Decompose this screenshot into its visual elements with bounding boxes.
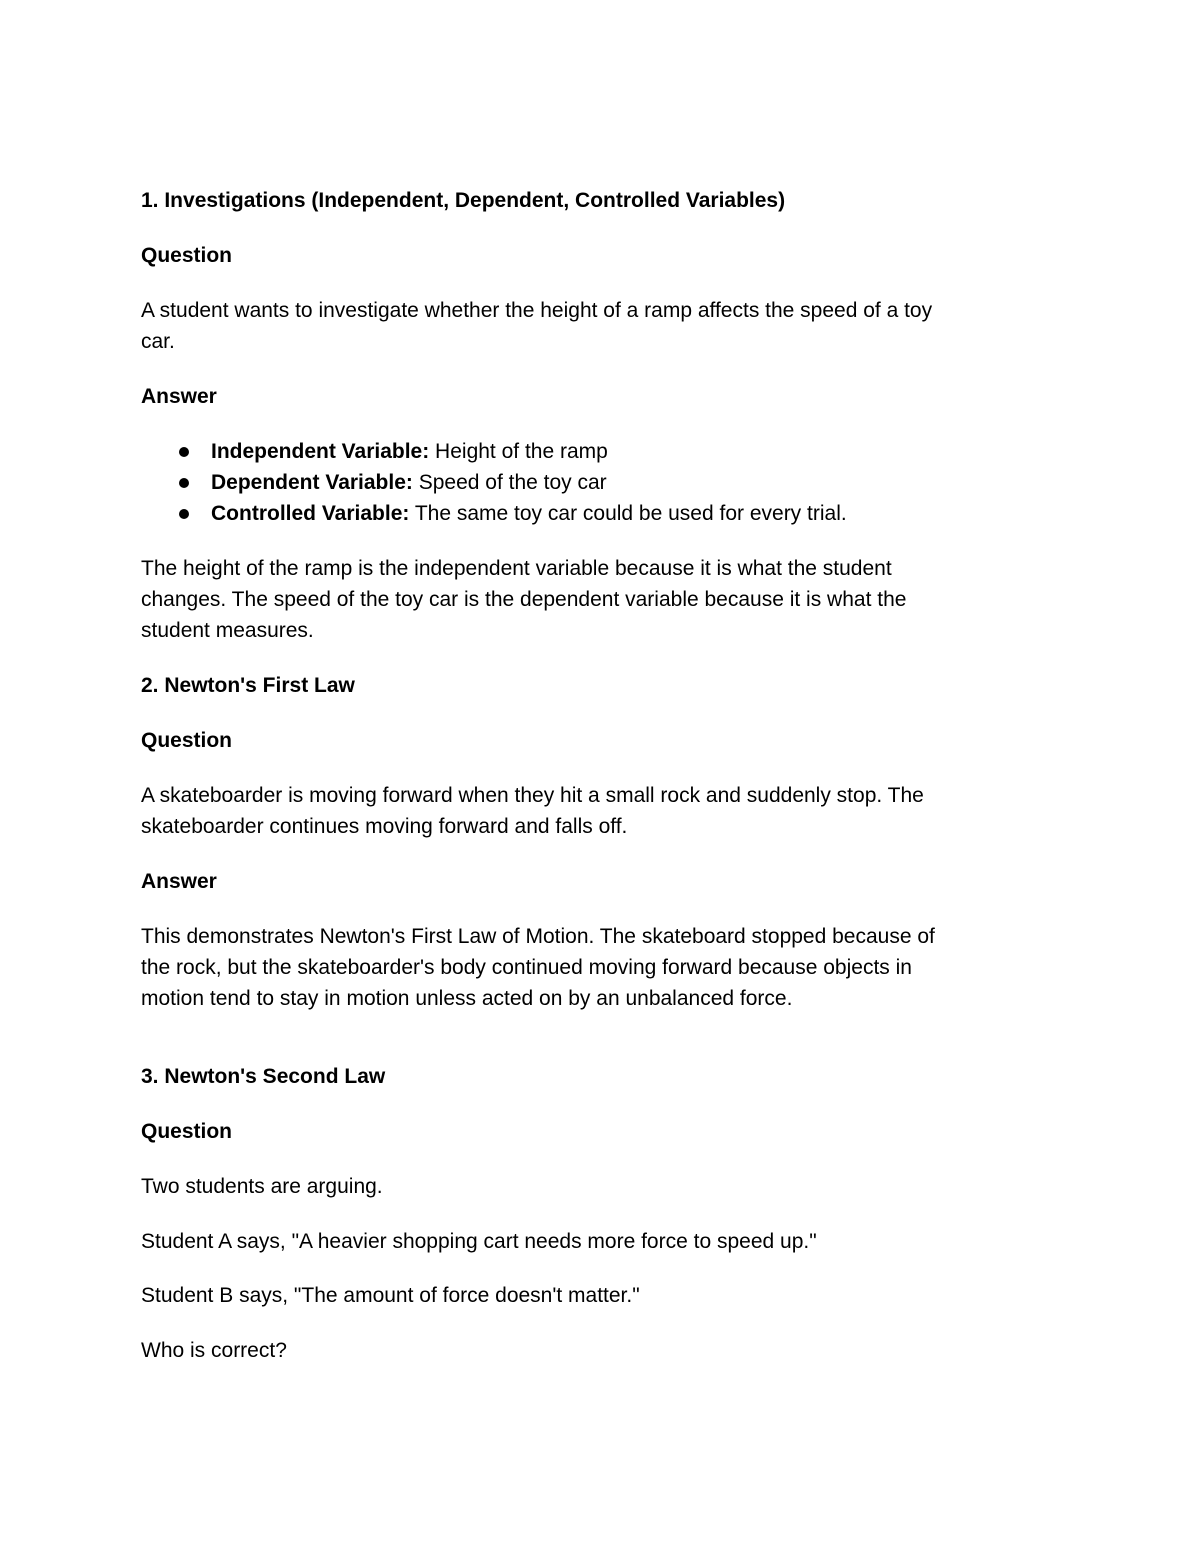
section-2-answer-text	[141, 921, 1051, 1014]
section-3-heading: 3. Newton's Second Law	[141, 1065, 386, 1088]
section-1-answer-label: Answer	[141, 385, 217, 408]
section-1-answer-text	[141, 553, 1051, 646]
section-3-question-paragraph-3: Student B says, "The amount of force doesn't matter."	[141, 1284, 640, 1307]
document-content	[141, 185, 1051, 1366]
section-3-question-label: Question	[141, 1120, 233, 1143]
section-2-question-text	[141, 780, 1051, 842]
section-3-question-paragraph-4: Who is correct?	[141, 1339, 287, 1362]
section-1-question-label: Question	[141, 244, 233, 267]
section-1-question-text	[141, 295, 1051, 357]
section-2-question-line-1: A skateboarder is moving forward when they hit a small rock and suddenly stop. The	[141, 784, 924, 807]
section-1-answer-line-3: student measures.	[141, 619, 314, 642]
section-2-question-label: Question	[141, 729, 233, 752]
section-2-answer-label: Answer	[141, 870, 217, 893]
section-2-heading: 2. Newton's First Law	[141, 674, 355, 697]
bullet-term: Dependent Variable:	[211, 471, 413, 494]
section-1-answer-line-1: The height of the ramp is the independent variable because it is what the student	[141, 557, 892, 580]
section-2-answer-line-1: This demonstrates Newton's First Law of Motion. The skateboard stopped because of	[141, 925, 935, 948]
bullet-text: The same toy car could be used for every trial.	[409, 502, 847, 525]
section-2-question-line-2: skateboarder continues moving forward and falls off.	[141, 815, 628, 838]
bullet-term: Controlled Variable:	[211, 502, 410, 525]
bullet-item-dependent	[211, 467, 1051, 498]
bullet-dot-icon	[179, 509, 189, 519]
bullet-item-controlled	[211, 498, 1051, 529]
section-2-answer-line-2: the rock, but the skateboarder's body continued moving forward because objects in	[141, 956, 912, 979]
section-1-heading: 1. Investigations (Independent, Dependent, Controlled Variables)	[141, 189, 786, 212]
bullet-item-independent	[211, 436, 1051, 467]
section-3-question-paragraph-2: Student A says, "A heavier shopping cart needs more force to speed up."	[141, 1230, 817, 1253]
bullet-dot-icon	[179, 478, 189, 488]
section-1-question-line-2: car.	[141, 330, 175, 353]
section-1-question-line-1: A student wants to investigate whether the height of a ramp affects the speed of a toy	[141, 299, 933, 322]
section-3-question-paragraph-1: Two students are arguing.	[141, 1175, 383, 1198]
section-1-answer-line-2: changes. The speed of the toy car is the dependent variable because it is what the	[141, 588, 907, 611]
bullet-term: Independent Variable:	[211, 440, 430, 463]
section-2-answer-line-3: motion tend to stay in motion unless acted on by an unbalanced force.	[141, 987, 793, 1010]
bullet-text: Speed of the toy car	[412, 471, 607, 494]
section-1-answer-bullets	[141, 436, 1051, 529]
bullet-dot-icon	[179, 447, 189, 457]
bullet-text: Height of the ramp	[429, 440, 608, 463]
